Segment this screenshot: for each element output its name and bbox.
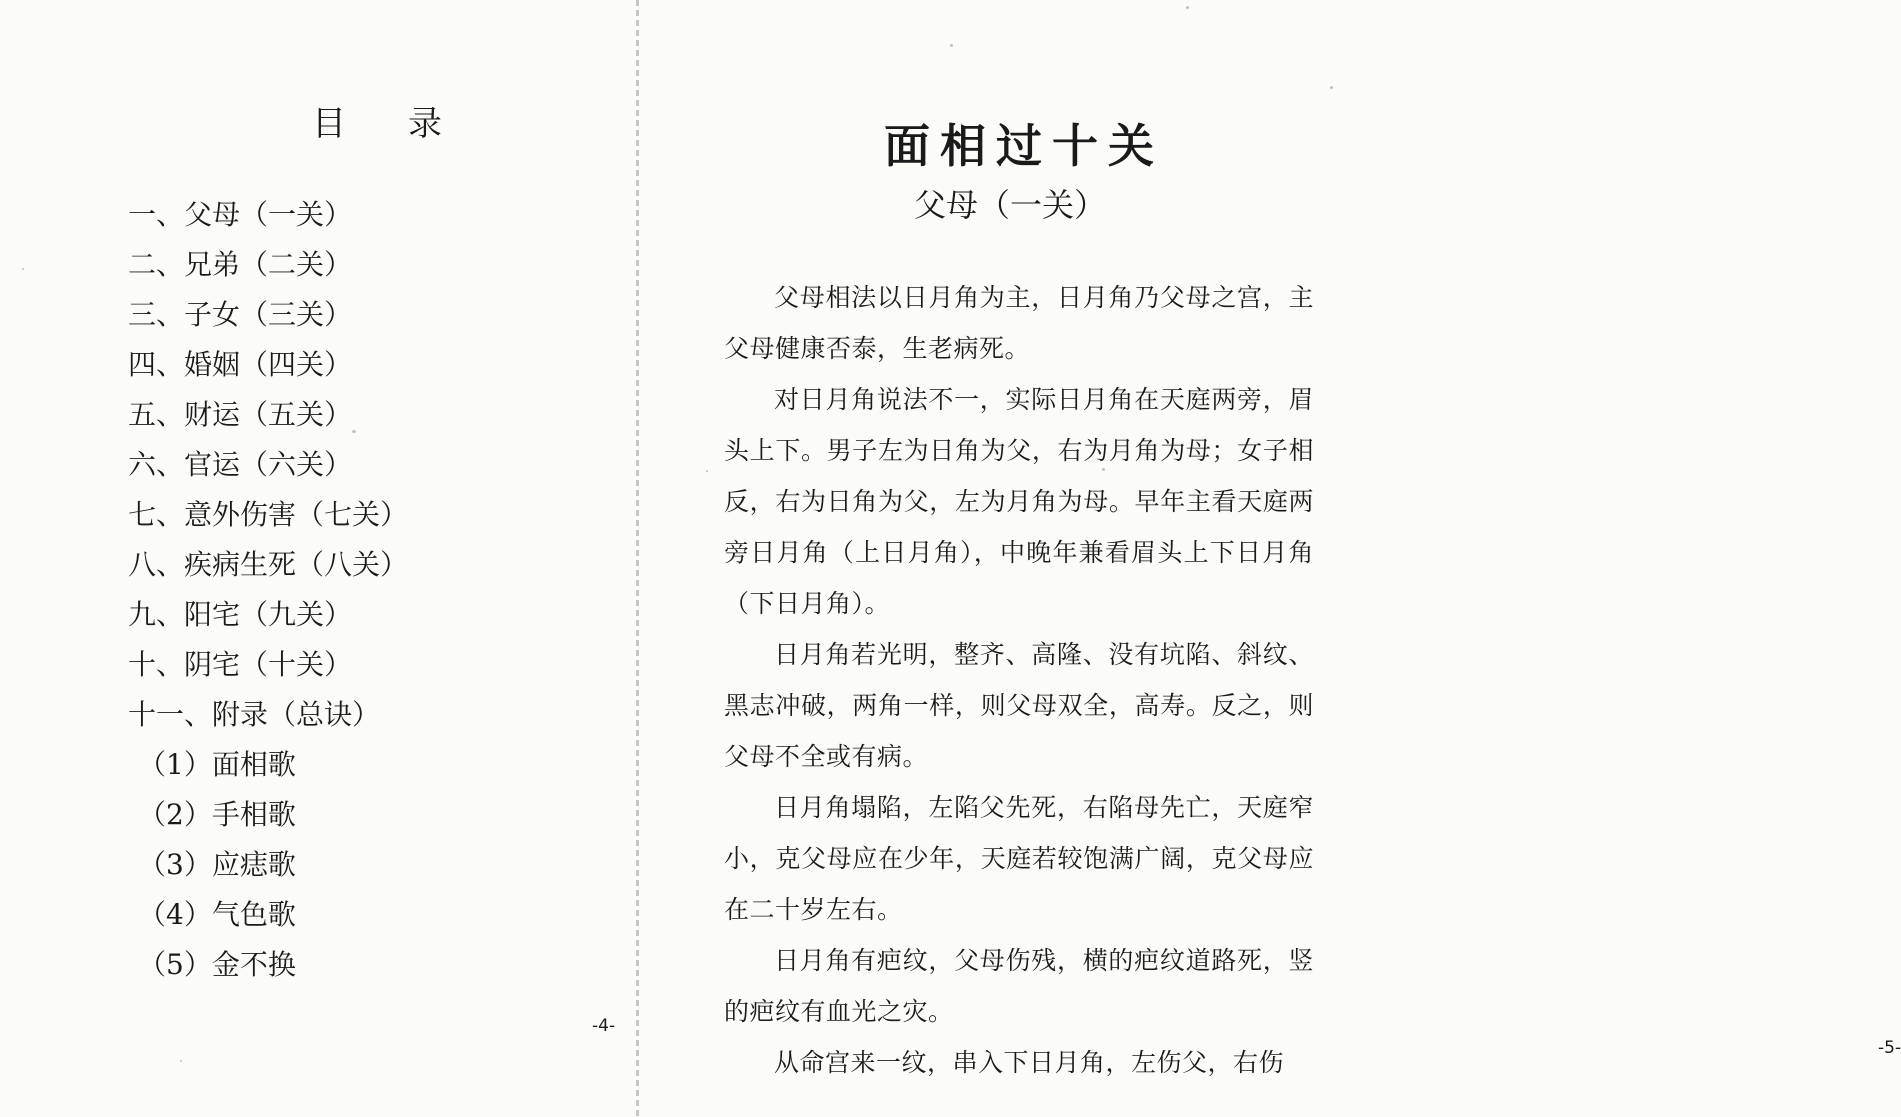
page-number-right: -5- bbox=[1878, 1038, 1901, 1058]
right-page bbox=[640, 0, 1901, 1117]
toc-item: 一、父母（一关） bbox=[128, 198, 353, 231]
section-subtitle: 父母（一关） bbox=[914, 186, 1107, 224]
toc-item: 四、婚姻（四关） bbox=[128, 348, 353, 381]
left-page bbox=[0, 0, 636, 1117]
toc-appendix-item: （2）手相歌 bbox=[138, 798, 296, 831]
page-number-left: -4- bbox=[592, 1016, 616, 1036]
toc-item: 三、子女（三关） bbox=[128, 298, 353, 331]
body-text bbox=[724, 272, 1314, 1088]
book-gutter bbox=[636, 0, 639, 1117]
scan-speck bbox=[180, 1060, 182, 1062]
toc-item: 六、官运（六关） bbox=[128, 448, 353, 481]
scan-speck bbox=[1102, 468, 1105, 471]
toc-item: 九、阳宅（九关） bbox=[128, 598, 353, 631]
chapter-title: 面相过十关 bbox=[884, 119, 1164, 173]
scan-speck bbox=[352, 430, 356, 433]
toc-appendix-item: （3）应痣歌 bbox=[138, 848, 296, 881]
scan-speck bbox=[706, 470, 708, 472]
toc-title: 目录 bbox=[312, 104, 504, 144]
paragraph: 父母相法以日月角为主，日月角乃父母之宫，主父母健康否泰，生老病死。 bbox=[724, 283, 1314, 363]
toc-list bbox=[128, 190, 408, 990]
scan-speck bbox=[22, 268, 24, 270]
scan-speck bbox=[1330, 86, 1333, 89]
paragraph: 日月角若光明，整齐、高隆、没有坑陷、斜纹、黑志冲破，两角一样，则父母双全，高寿。反之，则父母不全或有病。 bbox=[724, 640, 1314, 771]
paragraph: 日月角塌陷，左陷父先死，右陷母先亡，天庭窄小，克父母应在少年，天庭若较饱满广阔，克父母应在二十岁左右。 bbox=[724, 793, 1314, 924]
scan-speck bbox=[950, 44, 953, 47]
toc-appendix-item: （5）金不换 bbox=[138, 948, 296, 981]
toc-item: 二、兄弟（二关） bbox=[128, 248, 353, 281]
paragraph: 对日月角说法不一，实际日月角在天庭两旁，眉头上下。男子左为日角为父，右为月角为母；女子相反，右为日角为父，左为月角为母。早年主看天庭两旁日月角（上日月角），中晚年兼看眉头上下日月角（下日月角）。 bbox=[724, 385, 1314, 618]
toc-item: 十、阴宅（十关） bbox=[128, 648, 353, 681]
paragraph: 日月角有疤纹，父母伤残，横的疤纹道路死，竖的疤纹有血光之灾。 bbox=[724, 946, 1314, 1026]
toc-item: 八、疾病生死（八关） bbox=[128, 548, 409, 581]
toc-item: 十一、附录（总诀） bbox=[128, 698, 381, 731]
paragraph: 从命宫来一纹，串入下日月角，左伤父，右伤 bbox=[774, 1048, 1285, 1077]
toc-item: 五、财运（五关） bbox=[128, 398, 353, 431]
toc-appendix-item: （4）气色歌 bbox=[138, 898, 296, 931]
scan-speck bbox=[1186, 6, 1189, 9]
toc-appendix-item: （1）面相歌 bbox=[138, 748, 296, 781]
toc-item: 七、意外伤害（七关） bbox=[128, 498, 409, 531]
